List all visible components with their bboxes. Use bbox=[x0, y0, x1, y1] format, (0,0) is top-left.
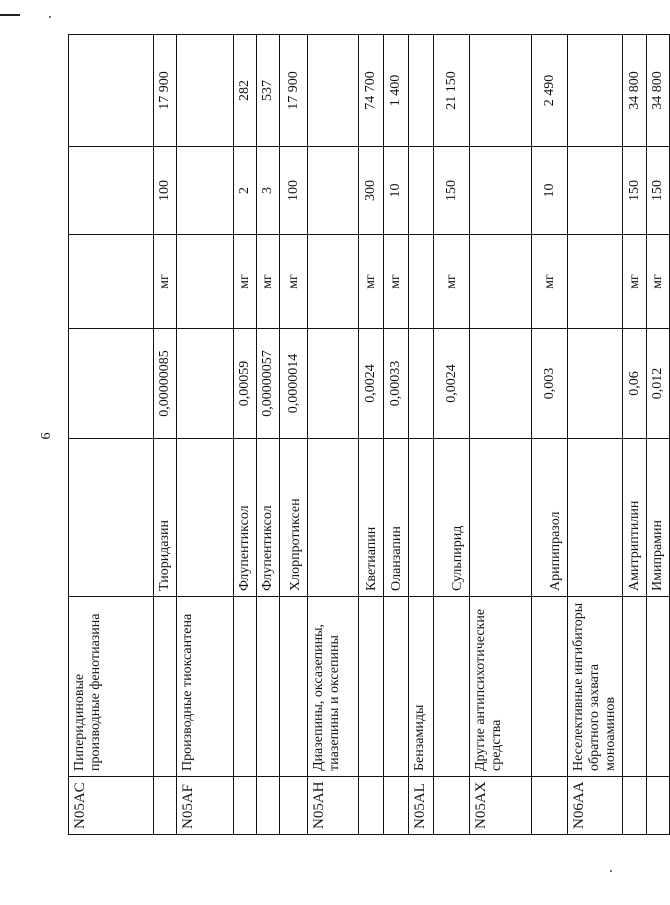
table-cell-group: Пиперидиновые производные фенотиазина bbox=[69, 597, 154, 777]
table-cell-atc-code: N05AC bbox=[69, 777, 154, 835]
table-cell-dose bbox=[177, 147, 234, 235]
table-cell-dose: 100 bbox=[280, 147, 308, 235]
table-cell-quantity: 282 bbox=[234, 35, 257, 147]
table-cell-quantity: 34 800 bbox=[623, 35, 647, 147]
table-cell-group bbox=[257, 597, 280, 777]
table-cell-drug-name: Сульпирид bbox=[434, 439, 470, 597]
table-cell-unit: мг bbox=[359, 235, 384, 329]
table-cell-quantity bbox=[409, 35, 434, 147]
table-cell-unit: мг bbox=[280, 235, 308, 329]
table-row bbox=[409, 35, 434, 835]
table-row bbox=[234, 35, 257, 835]
table-cell-ratio bbox=[568, 329, 623, 439]
table-cell-dose: 300 bbox=[359, 147, 384, 235]
table-cell-quantity: 21 150 bbox=[434, 35, 470, 147]
table-row bbox=[359, 35, 384, 835]
table-cell-dose bbox=[409, 147, 434, 235]
scan-speck bbox=[49, 16, 51, 18]
table-cell-atc-code bbox=[257, 777, 280, 835]
table-cell-group bbox=[280, 597, 308, 777]
scan-speck bbox=[610, 870, 612, 872]
table-cell-drug-name: Тиоридазин bbox=[154, 439, 177, 597]
table-cell-unit: мг bbox=[384, 235, 409, 329]
table-cell-dose: 10 bbox=[384, 147, 409, 235]
table-cell-atc-code bbox=[434, 777, 470, 835]
table-cell-quantity bbox=[470, 35, 532, 147]
table-cell-drug-name: Хлорпротиксен bbox=[280, 439, 308, 597]
table-cell-group bbox=[532, 597, 568, 777]
table-cell-unit bbox=[568, 235, 623, 329]
rotated-table-wrapper bbox=[68, 35, 665, 835]
table-cell-group bbox=[434, 597, 470, 777]
table-cell-atc-code bbox=[280, 777, 308, 835]
table-cell-drug-name: Флупентиксол bbox=[257, 439, 280, 597]
table-cell-dose: 100 bbox=[154, 147, 177, 235]
table-cell-ratio: 0,00033 bbox=[384, 329, 409, 439]
table-cell-dose bbox=[308, 147, 359, 235]
scan-edge-line bbox=[0, 14, 20, 16]
table-cell-ratio bbox=[177, 329, 234, 439]
table-row bbox=[532, 35, 568, 835]
table-cell-ratio: 0,0024 bbox=[359, 329, 384, 439]
table-row bbox=[308, 35, 359, 835]
table-cell-quantity bbox=[69, 35, 154, 147]
table-cell-quantity bbox=[308, 35, 359, 147]
table-cell-drug-name: Амитриптилин bbox=[623, 439, 647, 597]
table-cell-unit bbox=[69, 235, 154, 329]
table-row bbox=[280, 35, 308, 835]
table-cell-drug-name bbox=[177, 439, 234, 597]
table-cell-ratio bbox=[308, 329, 359, 439]
table-cell-drug-name bbox=[409, 439, 434, 597]
table-cell-drug-name: Имипрамин bbox=[647, 439, 670, 597]
table-cell-atc-code: N05AF bbox=[177, 777, 234, 835]
table-cell-atc-code: N05AH bbox=[308, 777, 359, 835]
table-cell-dose: 150 bbox=[434, 147, 470, 235]
table-cell-drug-name bbox=[308, 439, 359, 597]
table-cell-atc-code bbox=[154, 777, 177, 835]
table-cell-atc-code bbox=[384, 777, 409, 835]
table-cell-quantity: 17 900 bbox=[154, 35, 177, 147]
table-row bbox=[623, 35, 647, 835]
table-cell-ratio: 0,00000085 bbox=[154, 329, 177, 439]
table-cell-ratio: 0,00000057 bbox=[257, 329, 280, 439]
table-cell-unit: мг bbox=[623, 235, 647, 329]
table-cell-drug-name: Арипипразол bbox=[532, 439, 568, 597]
table-cell-group: Бензамиды bbox=[409, 597, 434, 777]
table-row bbox=[647, 35, 670, 835]
table-row bbox=[568, 35, 623, 835]
table-cell-dose bbox=[568, 147, 623, 235]
table-cell-drug-name: Флупентиксол bbox=[234, 439, 257, 597]
table-cell-unit: мг bbox=[154, 235, 177, 329]
table-cell-group bbox=[154, 597, 177, 777]
table-row bbox=[177, 35, 234, 835]
table-row bbox=[154, 35, 177, 835]
drug-table bbox=[68, 34, 670, 835]
table-cell-atc-code bbox=[647, 777, 670, 835]
table-cell-unit bbox=[409, 235, 434, 329]
table-cell-quantity: 2 490 bbox=[532, 35, 568, 147]
table-cell-dose bbox=[69, 147, 154, 235]
table-cell-dose: 150 bbox=[647, 147, 670, 235]
table-cell-atc-code bbox=[532, 777, 568, 835]
table-cell-drug-name bbox=[568, 439, 623, 597]
table-cell-unit: мг bbox=[532, 235, 568, 329]
table-cell-atc-code bbox=[623, 777, 647, 835]
table-cell-unit: мг bbox=[647, 235, 670, 329]
table-cell-quantity: 74 700 bbox=[359, 35, 384, 147]
table-cell-quantity: 537 bbox=[257, 35, 280, 147]
table-cell-ratio bbox=[470, 329, 532, 439]
table-body bbox=[69, 35, 670, 835]
table-cell-drug-name bbox=[470, 439, 532, 597]
table-cell-ratio: 0,0000014 bbox=[280, 329, 308, 439]
table-cell-ratio: 0,0024 bbox=[434, 329, 470, 439]
table-cell-atc-code: N05AX bbox=[470, 777, 532, 835]
table-cell-group bbox=[359, 597, 384, 777]
page-number: 6 bbox=[39, 432, 54, 440]
table-cell-ratio: 0,003 bbox=[532, 329, 568, 439]
table-cell-group: Неселективные ингибиторы обратного захвата моноаминов bbox=[568, 597, 623, 777]
table-cell-ratio: 0,06 bbox=[623, 329, 647, 439]
table-cell-group bbox=[234, 597, 257, 777]
table-row bbox=[384, 35, 409, 835]
table-cell-unit bbox=[177, 235, 234, 329]
table-cell-unit: мг bbox=[234, 235, 257, 329]
table-cell-quantity bbox=[568, 35, 623, 147]
table-cell-drug-name: Оланзапин bbox=[384, 439, 409, 597]
table-row bbox=[434, 35, 470, 835]
table-cell-group bbox=[647, 597, 670, 777]
table-cell-group: Другие антипсихотические средства bbox=[470, 597, 532, 777]
table-cell-atc-code bbox=[359, 777, 384, 835]
table-cell-ratio bbox=[69, 329, 154, 439]
table-cell-group bbox=[623, 597, 647, 777]
table-cell-unit bbox=[470, 235, 532, 329]
table-cell-ratio bbox=[409, 329, 434, 439]
table-row bbox=[69, 35, 154, 835]
table-cell-dose bbox=[470, 147, 532, 235]
table-cell-group bbox=[384, 597, 409, 777]
table-cell-unit: мг bbox=[257, 235, 280, 329]
table-cell-atc-code: N06AA bbox=[568, 777, 623, 835]
table-cell-drug-name: Кветиапин bbox=[359, 439, 384, 597]
table-cell-ratio: 0,00059 bbox=[234, 329, 257, 439]
table-cell-quantity: 1 400 bbox=[384, 35, 409, 147]
table-row bbox=[470, 35, 532, 835]
table-cell-quantity bbox=[177, 35, 234, 147]
table-cell-quantity: 34 800 bbox=[647, 35, 670, 147]
table-cell-drug-name bbox=[69, 439, 154, 597]
table-cell-dose: 2 bbox=[234, 147, 257, 235]
table-cell-dose: 10 bbox=[532, 147, 568, 235]
table-cell-ratio: 0,012 bbox=[647, 329, 670, 439]
table-cell-unit bbox=[308, 235, 359, 329]
table-row bbox=[257, 35, 280, 835]
table-cell-atc-code bbox=[234, 777, 257, 835]
table-cell-atc-code: N05AL bbox=[409, 777, 434, 835]
table-cell-group: Производные тиоксантена bbox=[177, 597, 234, 777]
table-cell-quantity: 17 900 bbox=[280, 35, 308, 147]
table-cell-dose: 150 bbox=[623, 147, 647, 235]
table-cell-dose: 3 bbox=[257, 147, 280, 235]
table-cell-group: Диазепины, оксазепины, тиазепины и оксепины bbox=[308, 597, 359, 777]
table-cell-unit: мг bbox=[434, 235, 470, 329]
